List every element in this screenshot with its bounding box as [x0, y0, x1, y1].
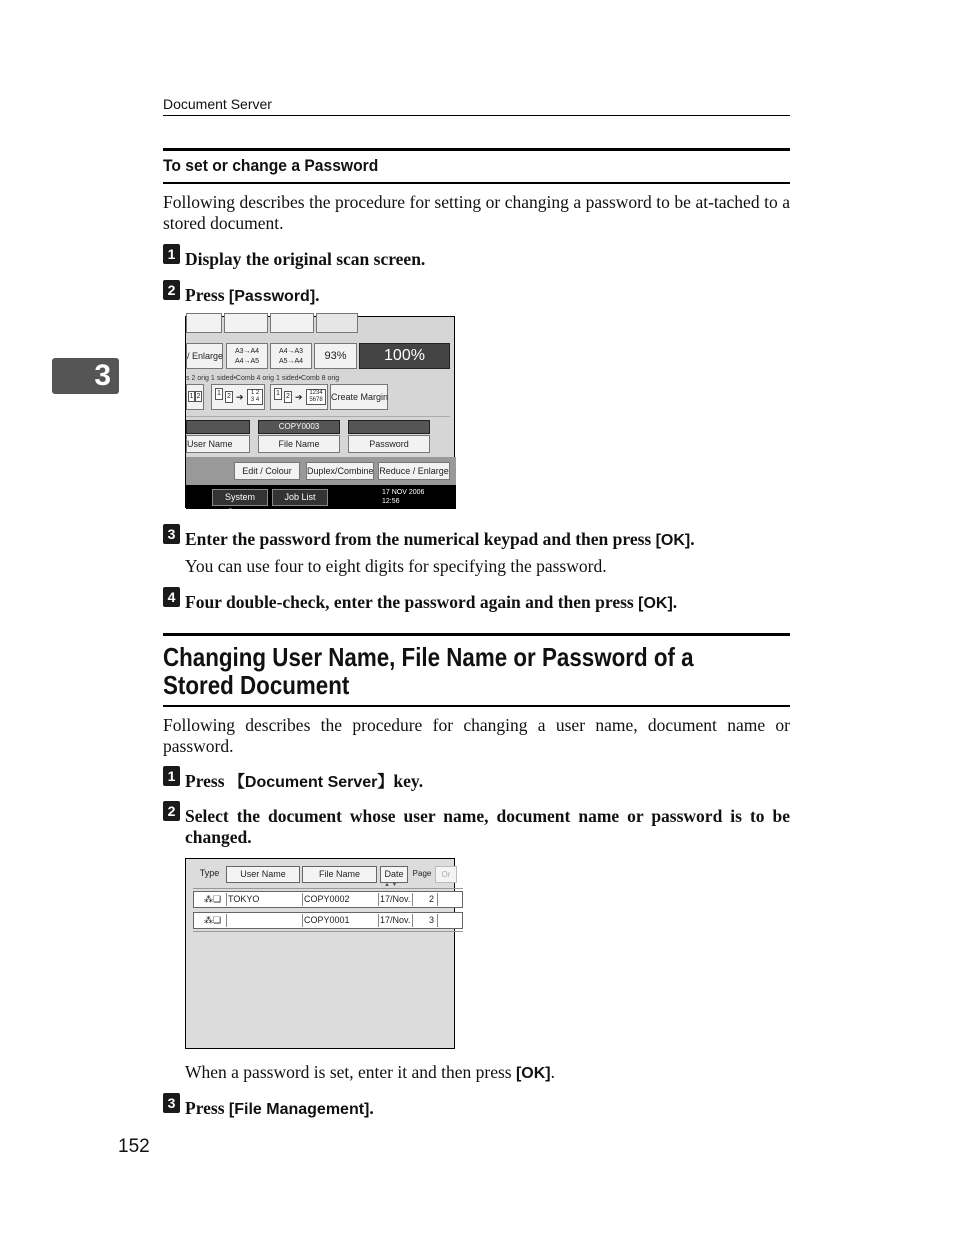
- section-intro: Following describes the procedure for setting or changing a password to be at-tached to a stored document.: [163, 192, 790, 233]
- create-margin-button[interactable]: Create Margin: [330, 384, 388, 410]
- table-row[interactable]: ⁂❏ COPY0001 17/Nov. 3: [193, 912, 463, 929]
- combine-caption: s 2 orig 1 sided•Comb 4 orig 1 sided•Comb 8 orig: [186, 375, 340, 382]
- password-value: [348, 420, 430, 434]
- key-label: [File Management]: [228, 1101, 370, 1118]
- file-name-value: COPY0003: [258, 420, 340, 434]
- step-note: When a password is set, enter it and then press [OK].: [185, 1062, 555, 1082]
- step-number: 1: [163, 244, 180, 264]
- column-header-file[interactable]: File Name: [302, 866, 377, 883]
- step-text: Select the document whose user name, document name or password is to be changed.: [185, 806, 790, 847]
- screen-button-partial: [186, 313, 222, 333]
- step-text: Four double-check, enter the password again and then press [OK].: [185, 592, 678, 612]
- heading-rule-bottom: [163, 705, 790, 707]
- key-label: [Password]: [228, 288, 316, 305]
- table-row[interactable]: ⁂❏ TOKYO COPY0002 17/Nov. 2: [193, 891, 463, 908]
- screen-button-partial: [316, 313, 358, 333]
- divider: [193, 888, 463, 889]
- screenshot-scan-screen: [185, 316, 455, 517]
- password-button[interactable]: Password: [348, 435, 430, 453]
- doc-type-icon: ⁂❏: [204, 915, 222, 925]
- column-header-date[interactable]: Date: [380, 866, 408, 883]
- key-label: [OK]: [515, 1065, 551, 1082]
- system-status-button[interactable]: System Status: [212, 489, 268, 506]
- duplex-combine-tab[interactable]: Duplex/Combine: [306, 462, 374, 480]
- header-rule: [163, 115, 790, 116]
- step-number: 2: [163, 280, 180, 300]
- file-name-button[interactable]: File Name: [258, 435, 340, 453]
- enlarge-button[interactable]: / Enlarge: [186, 343, 223, 369]
- step-note: You can use four to eight digits for specifying the password.: [185, 556, 607, 576]
- ratio-93-button[interactable]: 93%: [314, 343, 357, 369]
- user-name-button[interactable]: User Name: [186, 435, 250, 453]
- step-number: 3: [163, 524, 180, 544]
- sort-arrows-icon: ▲ ▼: [384, 882, 398, 888]
- step-number: 1: [163, 766, 180, 786]
- reduce-enlarge-tab[interactable]: Reduce / Enlarge: [378, 462, 450, 480]
- column-header-extra: Or: [435, 866, 457, 883]
- key-label: 【Document Server】: [228, 774, 394, 791]
- section-intro: Following describes the procedure for changing a user name, document name or password.: [163, 715, 790, 756]
- divider: [193, 931, 463, 932]
- combine-button[interactable]: 1 2 ➔ 1234 5678: [270, 384, 328, 410]
- chapter-tab: 3: [52, 358, 119, 394]
- heading-rule-top: [163, 633, 790, 636]
- combine-button[interactable]: 1 2: [186, 384, 204, 410]
- user-name-value: [186, 420, 250, 434]
- step-text: Display the original scan screen.: [185, 249, 426, 269]
- key-label: [OK]: [638, 595, 673, 612]
- doc-type-icon: ⁂❏: [204, 894, 222, 904]
- step-text: Press [File Management].: [185, 1098, 374, 1118]
- ratio-100-button[interactable]: 100%: [359, 343, 450, 369]
- edit-colour-tab[interactable]: Edit / Colour: [234, 462, 300, 480]
- column-header-type: Type: [199, 868, 220, 878]
- divider: [186, 416, 450, 417]
- combine-button[interactable]: 1 2 ➔ 1 2 3 4: [211, 384, 265, 410]
- step-text: Press 【Document Server】key.: [185, 771, 424, 791]
- screen-button-partial: [270, 313, 314, 333]
- screenshot-document-list: [185, 858, 455, 1049]
- section-title: To set or change a Password: [163, 156, 379, 175]
- ratio-button[interactable]: A3→A4 A4→A5: [226, 343, 268, 369]
- column-header-page: Page: [412, 869, 432, 878]
- running-header: Document Server: [163, 96, 272, 112]
- step-number: 2: [163, 801, 180, 821]
- ratio-button[interactable]: A4→A3 A5→A4: [270, 343, 312, 369]
- section-rule-top: [163, 148, 790, 151]
- step-number: 4: [163, 587, 180, 607]
- screen-button-partial: [224, 313, 268, 333]
- key-label: [OK]: [655, 532, 691, 549]
- page-number: 152: [118, 1136, 150, 1157]
- step-text: Enter the password from the numerical keypad and then press [OK].: [185, 529, 695, 549]
- date-time: 17 NOV 2006 12:56: [382, 489, 425, 505]
- job-list-button[interactable]: Job List: [272, 489, 328, 506]
- step-number: 3: [163, 1093, 180, 1113]
- heading-title: Changing User Name, File Name or Password of a Stored Document: [163, 642, 694, 700]
- column-header-user[interactable]: User Name: [226, 866, 300, 883]
- step-text: Press [Password].: [185, 285, 320, 305]
- section-rule-bottom: [163, 182, 790, 184]
